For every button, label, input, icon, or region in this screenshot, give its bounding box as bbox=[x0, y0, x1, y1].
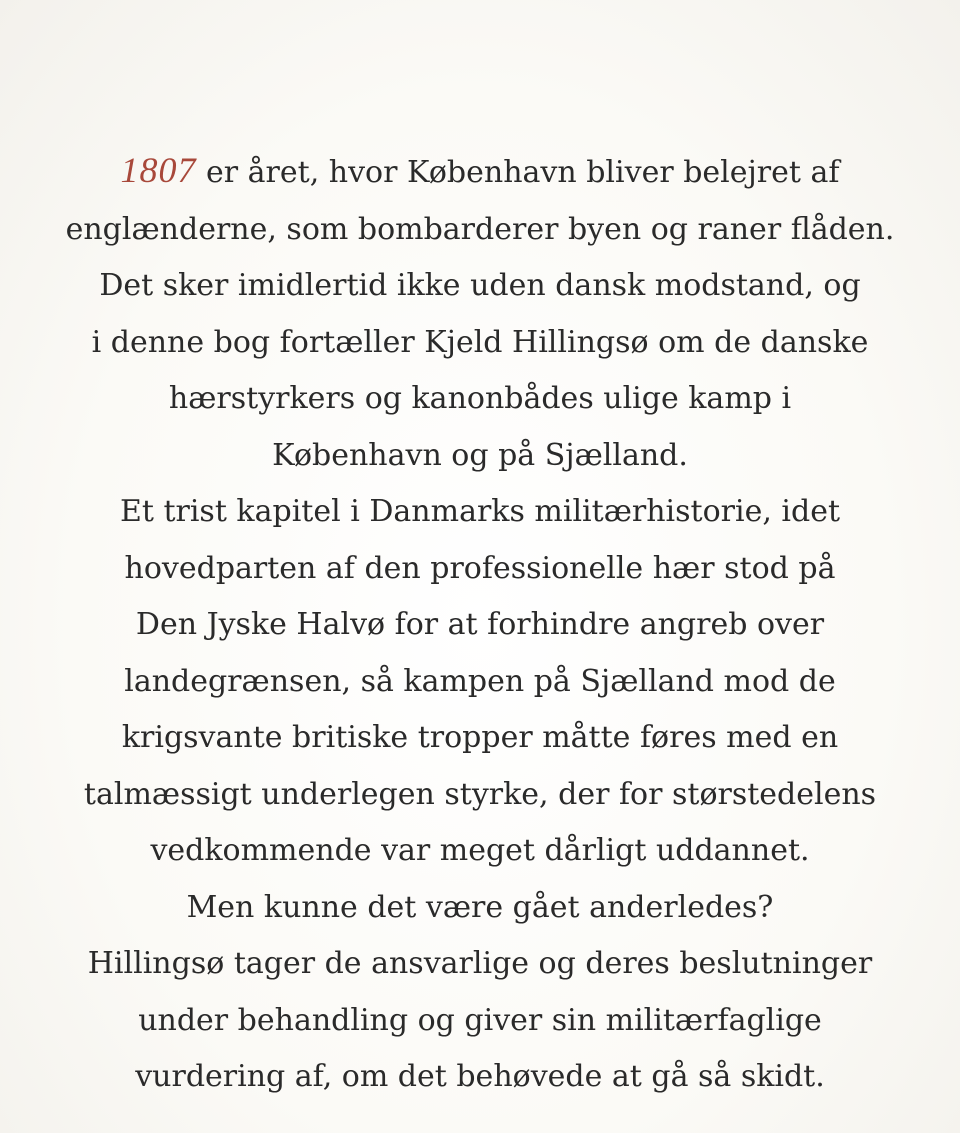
blurb-line: 1807 er året, hvor København bliver belejret af bbox=[120, 150, 840, 190]
blurb-line: vurdering af, om det behøvede at gå så skidt. bbox=[135, 1059, 825, 1094]
blurb-line: krigsvante britiske tropper måtte føres med en bbox=[121, 720, 839, 755]
blurb-line: Den Jyske Halvø for at forhindre angreb over bbox=[135, 607, 825, 642]
blurb-line: København og på Sjælland. bbox=[272, 437, 688, 473]
blurb-line: englænderne, som bombarderer byen og raner flåden. bbox=[65, 211, 895, 247]
blurb-line: hærstyrkers og kanonbådes ulige kamp i bbox=[168, 381, 792, 416]
year-highlight: 1807 bbox=[120, 150, 197, 190]
blurb-line: hovedparten af den professionelle hær stod på bbox=[124, 550, 836, 586]
blurb-line: Det sker imidlertid ikke uden dansk modstand, og bbox=[99, 268, 861, 303]
blurb-line: vedkommende var meget dårligt uddannet. bbox=[150, 833, 810, 868]
blurb-line: under behandling og giver sin militærfaglige bbox=[138, 1002, 822, 1038]
blurb-line: Men kunne det være gået anderledes? bbox=[186, 889, 774, 925]
blurb-line: Hillingsø tager de ansvarlige og deres beslutninger bbox=[87, 946, 873, 981]
blurb-line: Et trist kapitel i Danmarks militærhistorie, idet bbox=[119, 494, 841, 529]
blurb-line: i denne bog fortæller Kjeld Hillingsø om de danske bbox=[91, 324, 869, 360]
blurb-line: landegrænsen, så kampen på Sjælland mod de bbox=[124, 663, 836, 699]
blurb-text bbox=[20, 142, 940, 1106]
blurb-line: talmæssigt underlegen styrke, der for størstedelens bbox=[83, 776, 877, 812]
